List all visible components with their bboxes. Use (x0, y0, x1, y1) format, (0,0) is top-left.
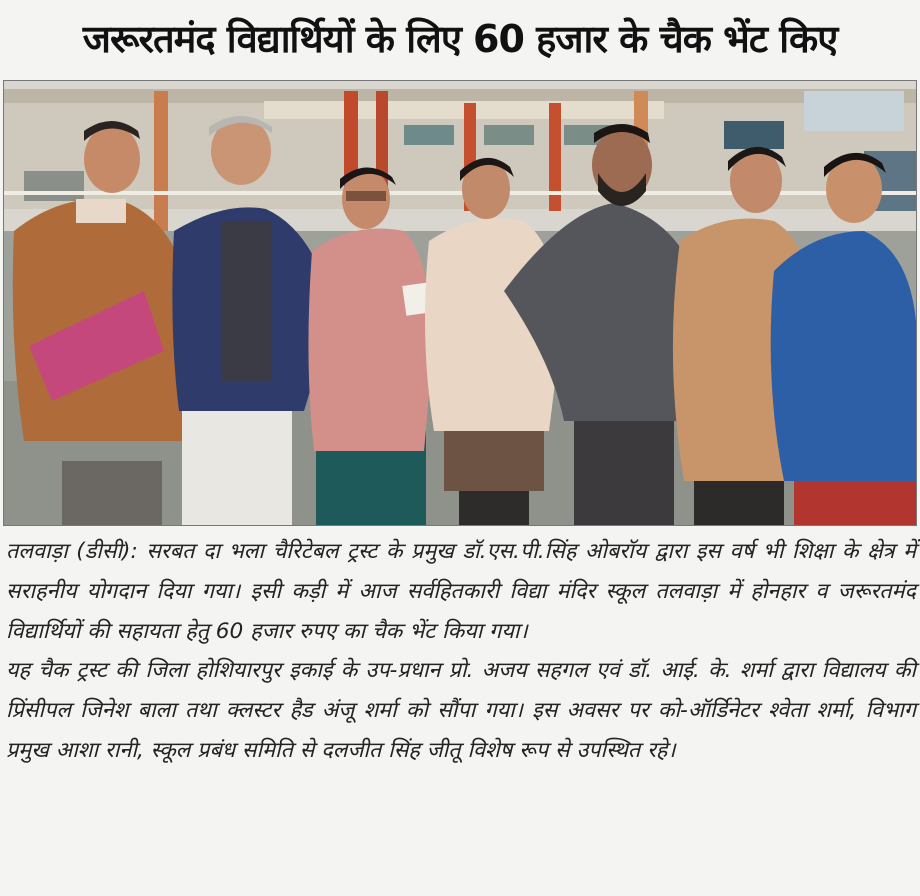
dateline: तलवाड़ा (डीसी): (6, 539, 138, 564)
paragraph-2-text: यह चैक ट्रस्ट की जिला होशियारपुर इकाई के उप-प्रधान प्रो. अजय सहगल एवं डॉ. आई. के. शर्मा द्वारा विद्यालय की प्रिंसीपल जिनेश बाला तथा क्लस्टर हैड अंजू शर्मा को सौंपा गया। इस अवसर पर को-ऑर्डिनेटर श्वेता शर्मा, विभाग प्रमुख आशा रानी, स्कूल प्रबंध समिति से दलजीत सिंह जीतू विशेष रूप से उपस्थित रहे। (6, 658, 916, 763)
article-body (6, 532, 916, 894)
article-paragraph (6, 532, 916, 651)
article-paragraph (6, 651, 916, 770)
paragraph-1-text: सरबत दा भला चैरिटेबल ट्रस्ट के प्रमुख डॉ.एस.पी.सिंह ओबरॉय द्वारा इस वर्ष भी शिक्षा के क्षेत्र में सराहनीय योगदान दिया गया। इसी कड़ी में आज सर्वहितकारी विद्या मंदिर स्कूल तलवाड़ा में होनहार व जरूरतमंद विद्यार्थियों की सहायता हेतु 60 हजार रुपए का चैक भेंट किया गया। (6, 539, 916, 644)
headline: जरूरतमंद विद्यार्थियों के लिए 60 हजार के चैक भेंट किए (82, 17, 838, 61)
news-photo (3, 80, 917, 526)
